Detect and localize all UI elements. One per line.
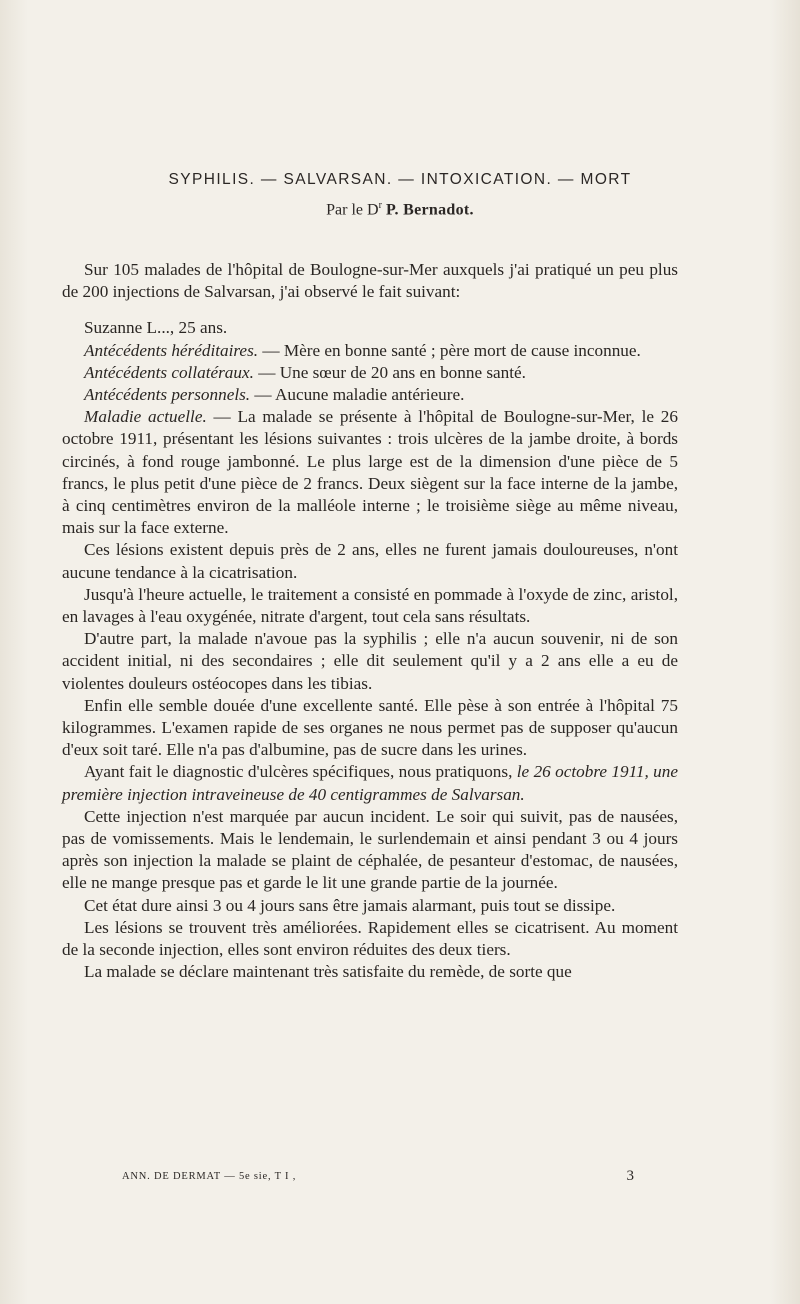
paragraph-personal (62, 384, 678, 406)
paragraph-reaction: Cette injection n'est marquée par aucun incident. Le soir qui suivit, pas de nausées, pas de vomissements. Mais le lendemain, le surlendemain et ainsi pendant 3 ou 4 jours après son injection la malade se plaint de céphalée, de pesanteur d'estomac, de nausées, elle ne mange presque pas et garde le lit une grande partie de la journée. (62, 806, 678, 893)
article-title: SYPHILIS. — SALVARSAN. — INTOXICATION. — MORT (168, 171, 632, 188)
paragraph-intro: Sur 105 malades de l'hôpital de Boulogne-sur-Mer auxquels j'ai pratiqué un peu plus de 200 injections de Salvarsan, j'ai observé le fait suivant: (62, 260, 678, 302)
paragraph-text: — Aucune maladie antérieure. (250, 385, 465, 405)
page-number: 3 (626, 1168, 634, 1184)
paragraph-text: — Mère en bonne santé ; père mort de cause inconnue. (258, 340, 641, 360)
section-label: Antécédents héréditaires. (84, 340, 259, 360)
article-body (62, 259, 678, 984)
paragraph-text: — Une sœur de 20 ans en bonne santé. (253, 362, 526, 382)
paragraph-duration: Cet état dure ainsi 3 ou 4 jours sans être jamais alarmant, puis tout se dissipe. (84, 895, 616, 915)
paragraph-improvement: Les lésions se trouvent très améliorées. Rapidement elles se cicatrisent. Au moment de la seconde injection, elles sont environ réduites des deux tiers. (62, 917, 678, 960)
section-label: Maladie actuelle. (84, 407, 207, 427)
paragraph-satisfaction: La malade se déclare maintenant très satisfaite du remède, de sorte que (84, 962, 572, 982)
paragraph-hereditary (62, 340, 678, 362)
paragraph-collateral (62, 362, 678, 384)
author-name: P. Bernadot. (385, 201, 474, 219)
paragraph-text: — La malade se présente à l'hôpital de Boulogne-sur-Mer, le 26 octobre 1911, présentant les lésions suivantes : trois ulcères de la jambe droite, à bords circinés, à fond rouge jambonné. Le plus large est de la dimension d'une pièce de 5 francs, le plus petit d'une pièce de 2 francs. Deux siègent sur la face interne de la jambe, à cinq centimètres environ de la malléole interne ; le troisième siège au même niveau, mais sur la face externe. (62, 407, 678, 538)
paragraph-treatment: Jusqu'à l'heure actuelle, le traitement a consisté en pommade à l'oxyde de zinc, aristol, en lavages à l'eau oxygénée, nitrate d'argent, tout cela sans résultats. (62, 584, 678, 627)
paragraph-patient: Suzanne L..., 25 ans. (84, 318, 228, 338)
paragraph-health: Enfin elle semble douée d'une excellente santé. Elle pèse à son entrée à l'hôpital 75 kilogrammes. L'examen rapide de ses organes ne nous permet pas de supposer qu'aucun d'eux soit taré. Elle n'a pas d'albumine, pas de sucre dans les urines. (62, 695, 678, 760)
article-byline (0, 200, 800, 219)
paragraph-first-injection (62, 761, 678, 805)
section-label: Antécédents collatéraux. (84, 362, 254, 382)
journal-reference: ANN. DE DERMAT — 5e sie, T I , (122, 1171, 297, 1182)
paragraph-lesions: Ces lésions existent depuis près de 2 ans, elles ne furent jamais douloureuses, n'ont aucune tendance à la cicatrisation. (62, 540, 678, 582)
paragraph-current-illness (62, 406, 678, 539)
page-edge-shadow-left (0, 0, 28, 1304)
byline-prefix: Par le D (326, 201, 379, 219)
page-edge-shadow-right (770, 0, 800, 1304)
paragraph-text: Ayant fait le diagnostic d'ulcères spécifiques, nous pratiquons, (84, 762, 517, 782)
byline-superscript: r (378, 200, 382, 211)
page-footer (122, 1168, 634, 1184)
paragraph-history: D'autre part, la malade n'avoue pas la syphilis ; elle n'a aucun souvenir, ni de son accident initial, ni des secondaires ; elle dit seulement qu'il y a 2 ans elle a eu de violentes douleurs ostéocopes dans les tibias. (62, 629, 678, 693)
section-label: Antécédents personnels. (84, 385, 251, 405)
injection-details: le 26 octobre 1911, une première injection intraveineuse de 40 centigrammes de Salvarsan. (62, 762, 678, 804)
